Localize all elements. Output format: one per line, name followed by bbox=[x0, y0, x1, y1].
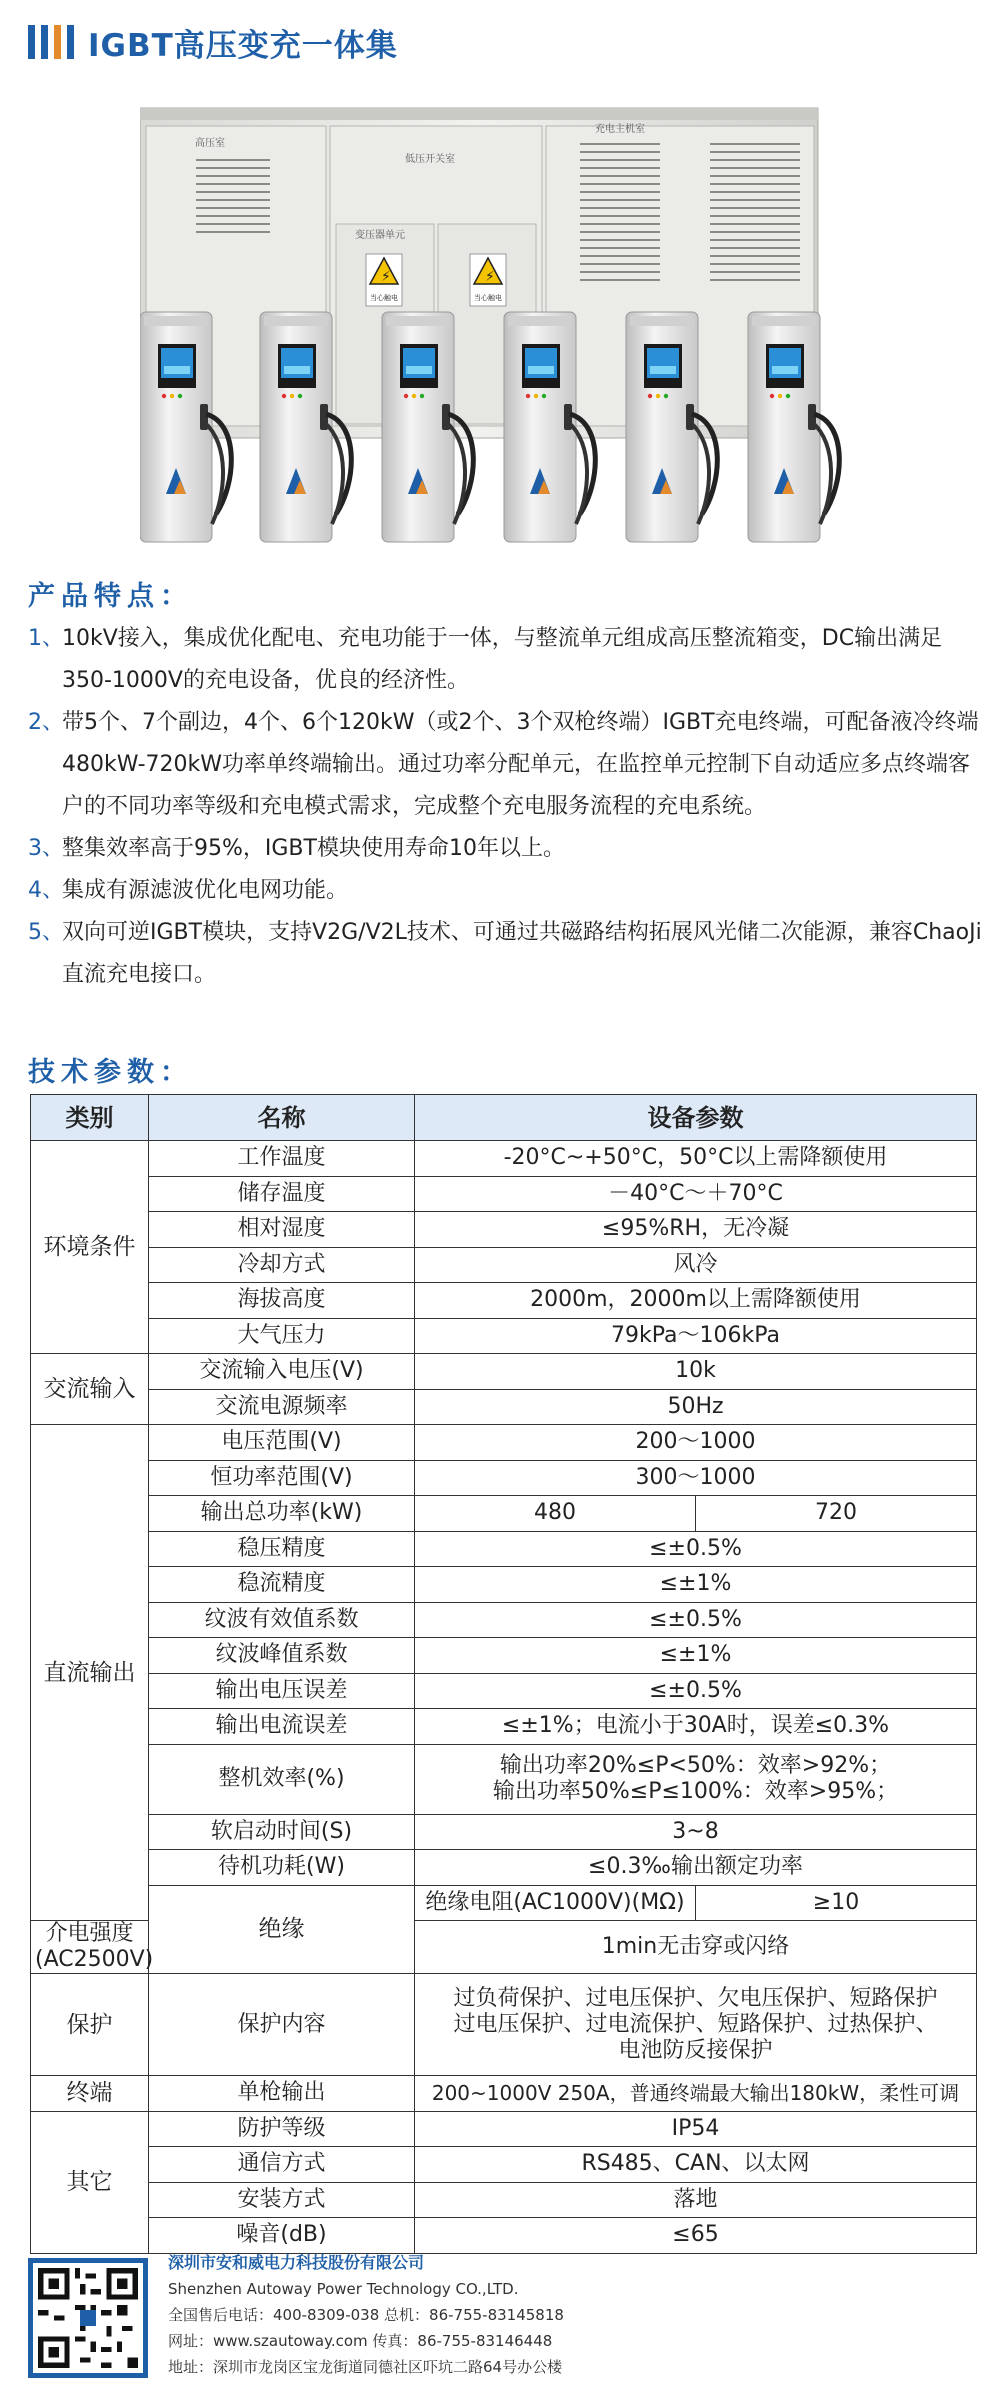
company-info bbox=[168, 2250, 564, 2380]
company-address: 地址：深圳市龙岗区宝龙街道同德社区吓坑二路64号办公楼 bbox=[168, 2358, 563, 2376]
company-footer bbox=[28, 2250, 978, 2390]
category-terminal: 终端 bbox=[31, 2076, 149, 2112]
room-label-transformer: 变压器单元 bbox=[355, 230, 405, 241]
title-bars-icon bbox=[28, 25, 74, 59]
table-row: 输出电流误差 ≤±1%；电流小于30A时，误差≤0.3% bbox=[31, 1709, 977, 1745]
table-row: 绝缘 绝缘电阻(AC1000V)(MΩ) ≥10 bbox=[31, 1885, 977, 1921]
specs-title: 技术参数： bbox=[28, 1057, 193, 1088]
table-row: 海拔高度 2000m，2000m以上需降额使用 bbox=[31, 1283, 977, 1319]
room-label-lv: 低压开关室 bbox=[405, 154, 455, 165]
table-row: 保护 保护内容 过负荷保护、过电压保护、欠电压保护、短路保护 过电压保护、过电流保护、短路保护、过热保护、 电池防反接保护 bbox=[31, 1974, 977, 2076]
svg-text:当心触电: 当心触电 bbox=[474, 294, 502, 302]
feature-item: 1、 10kV接入，集成优化配电、充电功能于一体，与整流单元组成高压整流箱变，DC输出满足350-1000V的充电设备，优良的经济性。 bbox=[28, 626, 943, 693]
col-header-name: 名称 bbox=[149, 1095, 415, 1141]
room-label-hv: 高压室 bbox=[195, 138, 225, 149]
category-dc: 直流输出 bbox=[31, 1425, 149, 1921]
svg-text:⚡: ⚡ bbox=[485, 269, 495, 285]
qr-code-icon bbox=[28, 2258, 148, 2378]
features-list bbox=[28, 618, 983, 996]
table-row: 纹波峰值系数 ≤±1% bbox=[31, 1638, 977, 1674]
company-phone: 全国售后电话：400-8309-038 总机：86-755-83145818 bbox=[168, 2306, 564, 2324]
table-row: 冷却方式 风冷 bbox=[31, 1247, 977, 1283]
category-protection: 保护 bbox=[31, 1974, 149, 2076]
category-insulation: 绝缘 bbox=[149, 1885, 415, 1974]
category-env: 环境条件 bbox=[31, 1141, 149, 1354]
feature-item: 2、 带5个、7个副边，4个、6个120kW（或2个、3个双枪终端）IGBT充电终端，可配备液冷终端480kW-720kW功率单终端输出。通过功率分配单元，在监控单元控制下自动适应多点终端客户的不同功率等级和充电模式需求，完成整个充电服务流程的充电系统。 bbox=[28, 710, 979, 819]
table-row: 软启动时间(S) 3~8 bbox=[31, 1814, 977, 1850]
table-row: 稳压精度 ≤±0.5% bbox=[31, 1531, 977, 1567]
col-header-params: 设备参数 bbox=[415, 1095, 977, 1141]
spec-table bbox=[30, 1094, 977, 2254]
table-row: 整机效率(%) 输出功率20%≤P<50%：效率>92%； 输出功率50%≤P≤100%：效率>95%； bbox=[31, 1744, 977, 1814]
table-row: 通信方式 RS485、CAN、以太网 bbox=[31, 2147, 977, 2183]
table-row: 储存温度 －40°C～＋70°C bbox=[31, 1176, 977, 1212]
charging-terminal bbox=[748, 312, 839, 542]
table-row: 直流输出 电压范围(V) 200～1000 bbox=[31, 1425, 977, 1461]
company-name-cn: 深圳市安和威电力科技股份有限公司 bbox=[168, 2253, 425, 2272]
product-photo bbox=[140, 104, 865, 546]
table-row: 噪音(dB) ≤65 bbox=[31, 2218, 977, 2254]
col-header-category: 类别 bbox=[31, 1095, 149, 1141]
table-row: 输出总功率(kW) 480 720 bbox=[31, 1496, 977, 1532]
room-label-charger: 充电主机室 bbox=[595, 124, 645, 135]
category-ac: 交流输入 bbox=[31, 1354, 149, 1425]
table-header-row bbox=[31, 1095, 977, 1141]
features-title: 产品特点： bbox=[28, 581, 193, 612]
table-row: 输出电压误差 ≤±0.5% bbox=[31, 1673, 977, 1709]
company-name-en: Shenzhen Autoway Power Technology CO.,LTD. bbox=[168, 2280, 519, 2298]
table-row: 稳流精度 ≤±1% bbox=[31, 1567, 977, 1603]
table-row: 纹波有效值系数 ≤±0.5% bbox=[31, 1602, 977, 1638]
table-row: 终端 单枪输出 200~1000V 250A，普通终端最大输出180kW，柔性可调 bbox=[31, 2076, 977, 2112]
category-other: 其它 bbox=[31, 2111, 149, 2253]
svg-text:⚡: ⚡ bbox=[381, 269, 391, 285]
table-row: 介电强度(AC2500V) 1min无击穿或闪络 bbox=[31, 1921, 977, 1974]
feature-item: 4、 集成有源滤波优化电网功能。 bbox=[28, 878, 349, 903]
page-header bbox=[28, 22, 398, 62]
svg-text:当心触电: 当心触电 bbox=[370, 294, 398, 302]
company-web: 网址：www.szautoway.com 传真：86-755-83146448 bbox=[168, 2332, 553, 2350]
table-row: 相对湿度 ≤95%RH，无冷凝 bbox=[31, 1212, 977, 1248]
table-row: 交流电源频率 50Hz bbox=[31, 1389, 977, 1425]
table-row: 待机功耗(W) ≤0.3‰输出额定功率 bbox=[31, 1850, 977, 1886]
feature-item: 5、 双向可逆IGBT模块，支持V2G/V2L技术、可通过共磁路结构拓展风光储二次能源，兼容ChaoJi直流充电接口。 bbox=[28, 920, 982, 987]
table-row: 交流输入 交流输入电压(V) 10k bbox=[31, 1354, 977, 1390]
table-row: 恒功率范围(V) 300～1000 bbox=[31, 1460, 977, 1496]
page-title: IGBT高压变充一体集 bbox=[88, 27, 398, 64]
table-row: 其它 防护等级 IP54 bbox=[31, 2111, 977, 2147]
table-row: 环境条件 工作温度 -20°C~+50°C，50°C以上需降额使用 bbox=[31, 1141, 977, 1177]
feature-item: 3、 整集效率高于95%，IGBT模块使用寿命10年以上。 bbox=[28, 836, 565, 861]
table-row: 大气压力 79kPa～106kPa bbox=[31, 1318, 977, 1354]
table-row: 安装方式 落地 bbox=[31, 2182, 977, 2218]
